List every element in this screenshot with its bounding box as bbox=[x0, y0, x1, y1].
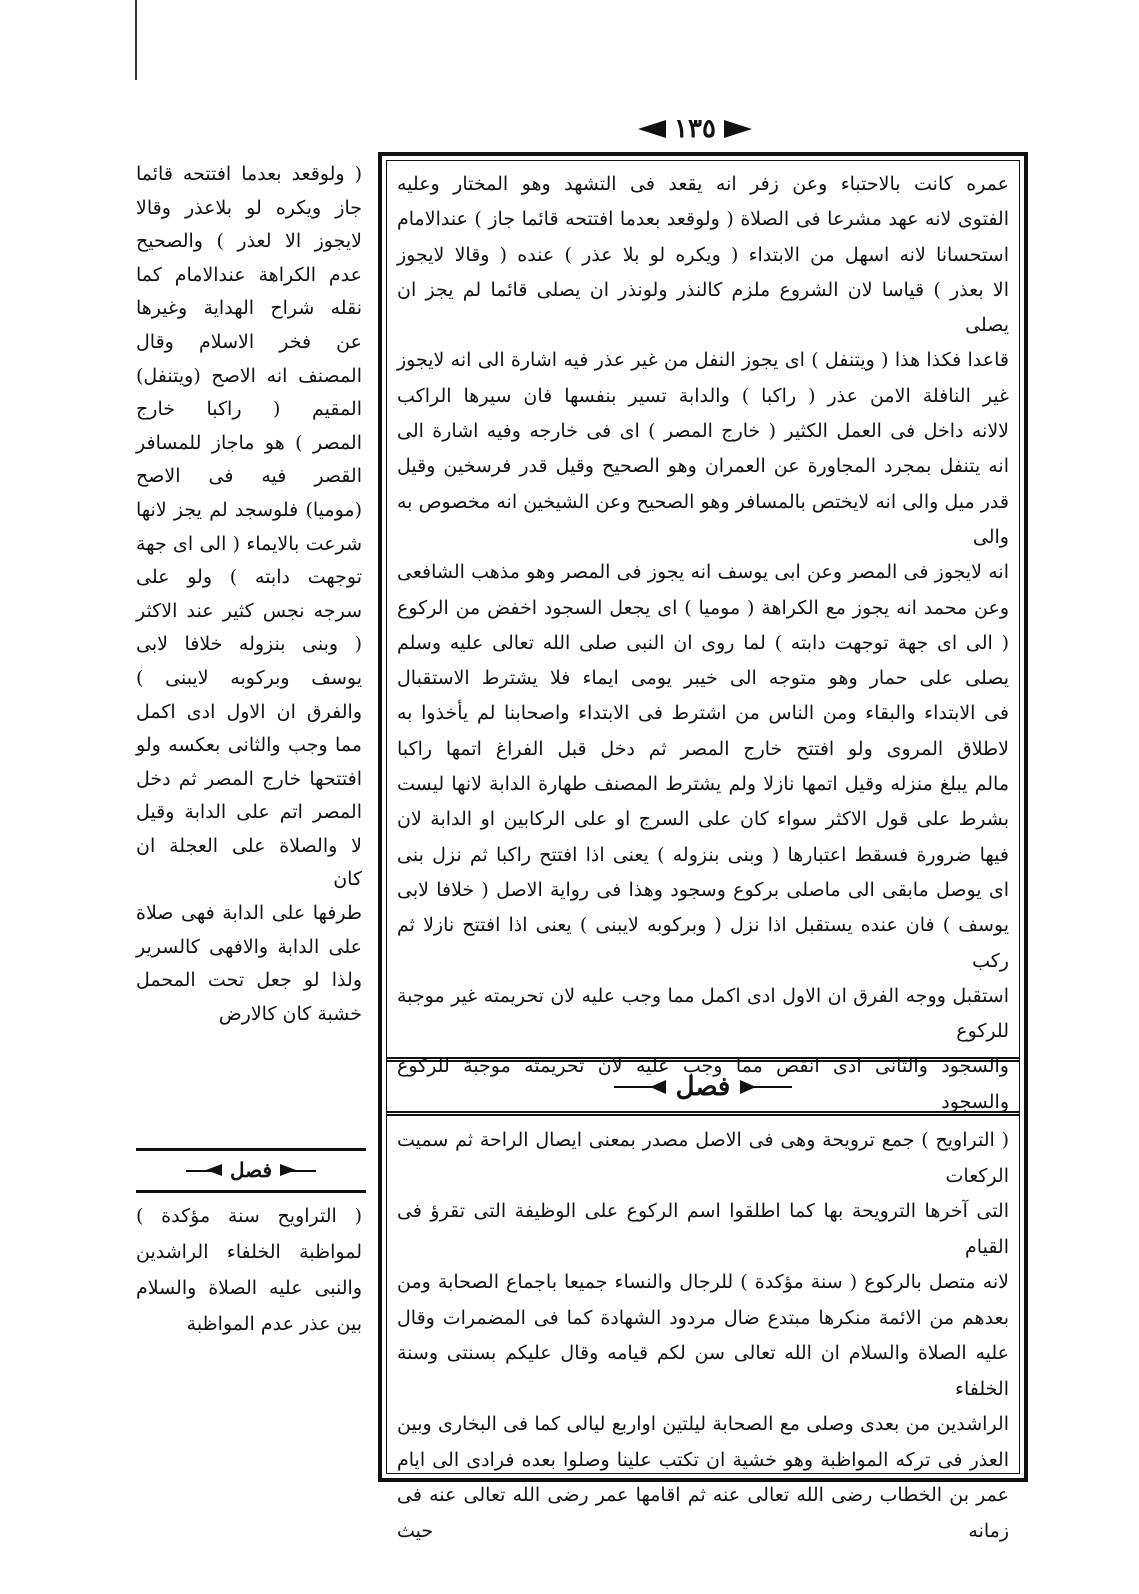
text-line: لايجوز الا لعذر ) والصحيح bbox=[136, 230, 362, 253]
text-line: القصر فيه فى الاصح bbox=[136, 465, 362, 488]
margin-paragraph-1 bbox=[136, 158, 362, 1031]
text-line: لمواظبة الخلفاء الراشدين bbox=[136, 1241, 362, 1263]
text-line: بشرط على قول الاكثر سواء كان على السرج او على الركابين او الدابة لان bbox=[397, 808, 1009, 831]
text-line: استحسانا لانه اسهل من الابتداء ( ويكره لو بلا عذر ) عنده ( وقالا لايجوز bbox=[397, 243, 1009, 266]
text-line: انه لايجوز فى المصر وعن ابى يوسف انه يجوز فى المصر وهو مذهب الشافعى bbox=[397, 561, 1009, 584]
heading-ornament-right-icon bbox=[740, 1080, 792, 1094]
text-line: مالم يبلغ منزله وقيل اتمها نازلا ولم يشترط المصنف طهارة الدابة لانها ليست bbox=[397, 773, 1009, 796]
text-line: ولذا لو جعل تحت المحمل bbox=[136, 969, 362, 992]
text-line: استقبل ووجه الفرق ان الاول ادى اكمل مما وجب عليه لان تحريمته غير موجبة للركوع bbox=[397, 984, 1009, 1043]
text-line: ( التراويح ) جمع ترويحة وهى فى الاصل مصدر بمعنى ايصال الراحة ثم سميت الركعات bbox=[397, 1129, 1009, 1187]
margin-section-title: فصل bbox=[229, 1158, 273, 1182]
text-line: افتتحها خارج المصر ثم دخل bbox=[136, 767, 362, 790]
section-heading bbox=[387, 1066, 1019, 1108]
margin-divider-bottom bbox=[136, 1190, 366, 1193]
text-line: والفرق ان الاول ادى اكمل bbox=[136, 700, 362, 723]
text-line: غير النافلة الامن عذر ( راكبا ) والدابة تسير بنفسها فان سيرها الراكب bbox=[397, 384, 1009, 407]
text-line: التى آخرها الترويحة بها كما اطلقوا اسم الركوع على الوظيفة التى تقرؤ فى القيام bbox=[397, 1200, 1009, 1258]
text-line: عمره كانت بالاحتباء وعن زفر انه يقعد فى التشهد وهو المختار وعليه bbox=[397, 173, 1009, 195]
text-line: عمر بن الخطاب رضى الله تعالى عنه ثم اقامها عمر رضى الله تعالى عنه فى زمانه حيث bbox=[397, 1484, 1009, 1542]
section-divider-bottom bbox=[387, 1111, 1019, 1116]
text-line: ( وبنى بنزوله خلافا لابى bbox=[136, 633, 362, 656]
text-line: والنبى عليه الصلاة والسلام bbox=[136, 1277, 362, 1299]
text-line: عدم الكراهة عندالامام كما bbox=[136, 263, 362, 286]
text-line: المصنف انه الاصح (ويتنفل) bbox=[136, 364, 362, 387]
text-line: عليه الصلاة والسلام ان الله تعالى سن لكم قيامه وقال عليكم بسنتى وسنة الخلفاء bbox=[397, 1342, 1009, 1400]
text-line: (موميا) فلوسجد لم يجز لانها bbox=[136, 498, 362, 521]
text-line: وعن محمد انه يجوز مع الكراهة ( موميا ) اى يجعل السجود اخفض من الركوع bbox=[397, 596, 1009, 619]
text-line: فى الابتداء والبقاء ومن الناس من اشترط فى الابتداء واصحابنا لم يأخذوا به bbox=[397, 702, 1009, 725]
text-line: خشبة كان كالارض bbox=[218, 1002, 362, 1025]
text-line: لالانه داخل فى العمل الكثير ( خارج المصر ) اى فى خارجه وفيه اشارة الى bbox=[397, 420, 1009, 443]
text-line: العذر فى تركه المواظبة وهو خشية ان تكتب علينا وصلوا بعده فرادى الى ايام bbox=[397, 1448, 1009, 1471]
heading-ornament-left-icon bbox=[614, 1080, 666, 1094]
text-line: ( ولوقعد بعدما افتتحه قائما bbox=[136, 163, 362, 185]
text-line: ( الى اى جهة توجهت دابته ) لما روى ان النبى صلى الله تعالى عليه وسلم bbox=[397, 631, 1009, 654]
text-line: لا والصلاة على العجلة ان كان bbox=[136, 834, 362, 891]
text-line: شرعت بالايماء ( الى اى جهة bbox=[136, 532, 362, 555]
section-divider-top bbox=[387, 1057, 1019, 1062]
text-line: سرجه نجس كثير عند الاكثر bbox=[136, 599, 362, 622]
text-line: الراشدين من بعدى وصلى مع الصحابة ليلتين اواربع ليالى كما فى البخارى وبين bbox=[397, 1413, 1009, 1435]
text-line: توجهت دابته ) ولو على bbox=[136, 566, 362, 589]
text-line: بين عذر عدم المواظبة bbox=[186, 1313, 362, 1335]
text-line: ( التراويح سنة مؤكدة ) bbox=[136, 1205, 362, 1227]
text-line: على الدابة والافهى كالسرير bbox=[136, 935, 362, 958]
margin-paragraph-2 bbox=[136, 1198, 362, 1342]
text-line: انه يتنفل بمجرد المجاورة عن العمران وهو الصحيح وقيل قدر فرسخين وقيل bbox=[397, 455, 1009, 478]
text-line: والسجود والثانى ادى انقص مما وجب عليه لان تحريمته موجبة للركوع والسجود bbox=[397, 1055, 1009, 1113]
text-line: يوسف ) فان عنده يستقبل اذا نزل ( وبركوبه لايبنى ) يعنى اذا افتتح نازلا ثم ركب bbox=[397, 914, 1009, 972]
main-paragraph-2 bbox=[397, 1123, 1009, 1542]
page-number-header bbox=[620, 112, 770, 146]
margin-divider-top bbox=[136, 1148, 366, 1151]
text-line: المصر ) هو ماجاز للمسافر bbox=[136, 431, 362, 454]
text-line: اى يوصل مابقى الى ماصلى بركوع وسجود وهذا فى رواية الاصل ( خلافا لابى bbox=[397, 878, 1009, 901]
text-line: المقيم ( راكبا خارج bbox=[136, 398, 362, 421]
margin-commentary-column bbox=[128, 158, 366, 1348]
heading-ornament-left-icon bbox=[186, 1164, 222, 1176]
text-line: فيها ضرورة فسقط اعتبارها ( وبنى بنزوله ) يعنى اذا افتتح راكبا ثم نزل بنى bbox=[397, 843, 1009, 866]
text-line: لانه متصل بالركوع ( سنة مؤكدة ) للرجال والنساء جميعا باجماع الصحابة ومن bbox=[397, 1271, 1009, 1293]
ornament-right-icon bbox=[724, 120, 752, 138]
text-line: المصر اتم على الدابة وقيل bbox=[136, 801, 362, 824]
text-line: يوسف وبركوبه لايبنى ) bbox=[136, 666, 362, 689]
main-text-inner-frame bbox=[386, 160, 1020, 1542]
text-line: مما وجب والثانى بعكسه ولو bbox=[136, 734, 362, 757]
text-line: يصلى على حمار وهو متوجه الى خيبر يومى ايماء فلا يشترط الاستقبال bbox=[397, 667, 1009, 690]
text-line: طرفها على الدابة فهى صلاة bbox=[136, 902, 362, 925]
page-number: ١٣٥ bbox=[674, 114, 716, 144]
text-line: جاز ويكره لو بلاعذر وقالا bbox=[136, 196, 362, 219]
text-line: عن فخر الاسلام وقال bbox=[136, 330, 362, 353]
text-line: قدر ميل والى انه لايختص بالمسافر وهو الصحيح وعن الشيخين انه مخصوص به والى bbox=[397, 490, 1009, 548]
text-line: الفتوى لانه عهد مشرعا فى الصلاة ( ولوقعد بعدما افتتحه قائما جاز ) عندالامام bbox=[397, 208, 1009, 231]
scan-edge-mark bbox=[135, 0, 137, 80]
text-line: بعدهم من الائمة منكرها مبتدع ضال مردود الشهادة كما فى المضمرات وقال bbox=[397, 1306, 1009, 1329]
text-line: نقله شراح الهداية وغيرها bbox=[136, 297, 362, 320]
heading-ornament-right-icon bbox=[280, 1164, 316, 1176]
text-line: لاطلاق المروى ولو افتتح خارج المصر ثم دخل قبل الفراغ اتمها راكبا bbox=[397, 737, 1009, 760]
text-line: قاعدا فكذا هذا ( ويتنفل ) اى يجوز النفل من غير عذر فيه اشارة الى انه لايجوز bbox=[397, 349, 1009, 372]
ornament-left-icon bbox=[638, 120, 666, 138]
margin-section-heading bbox=[136, 1154, 366, 1186]
text-line: الا بعذر ) قياسا لان الشروع ملزم كالنذر ولونذر ان يصلى قائما لم يجز ان يصلى bbox=[397, 278, 1009, 337]
section-title: فصل bbox=[675, 1072, 731, 1102]
main-text-frame bbox=[378, 152, 1028, 1542]
